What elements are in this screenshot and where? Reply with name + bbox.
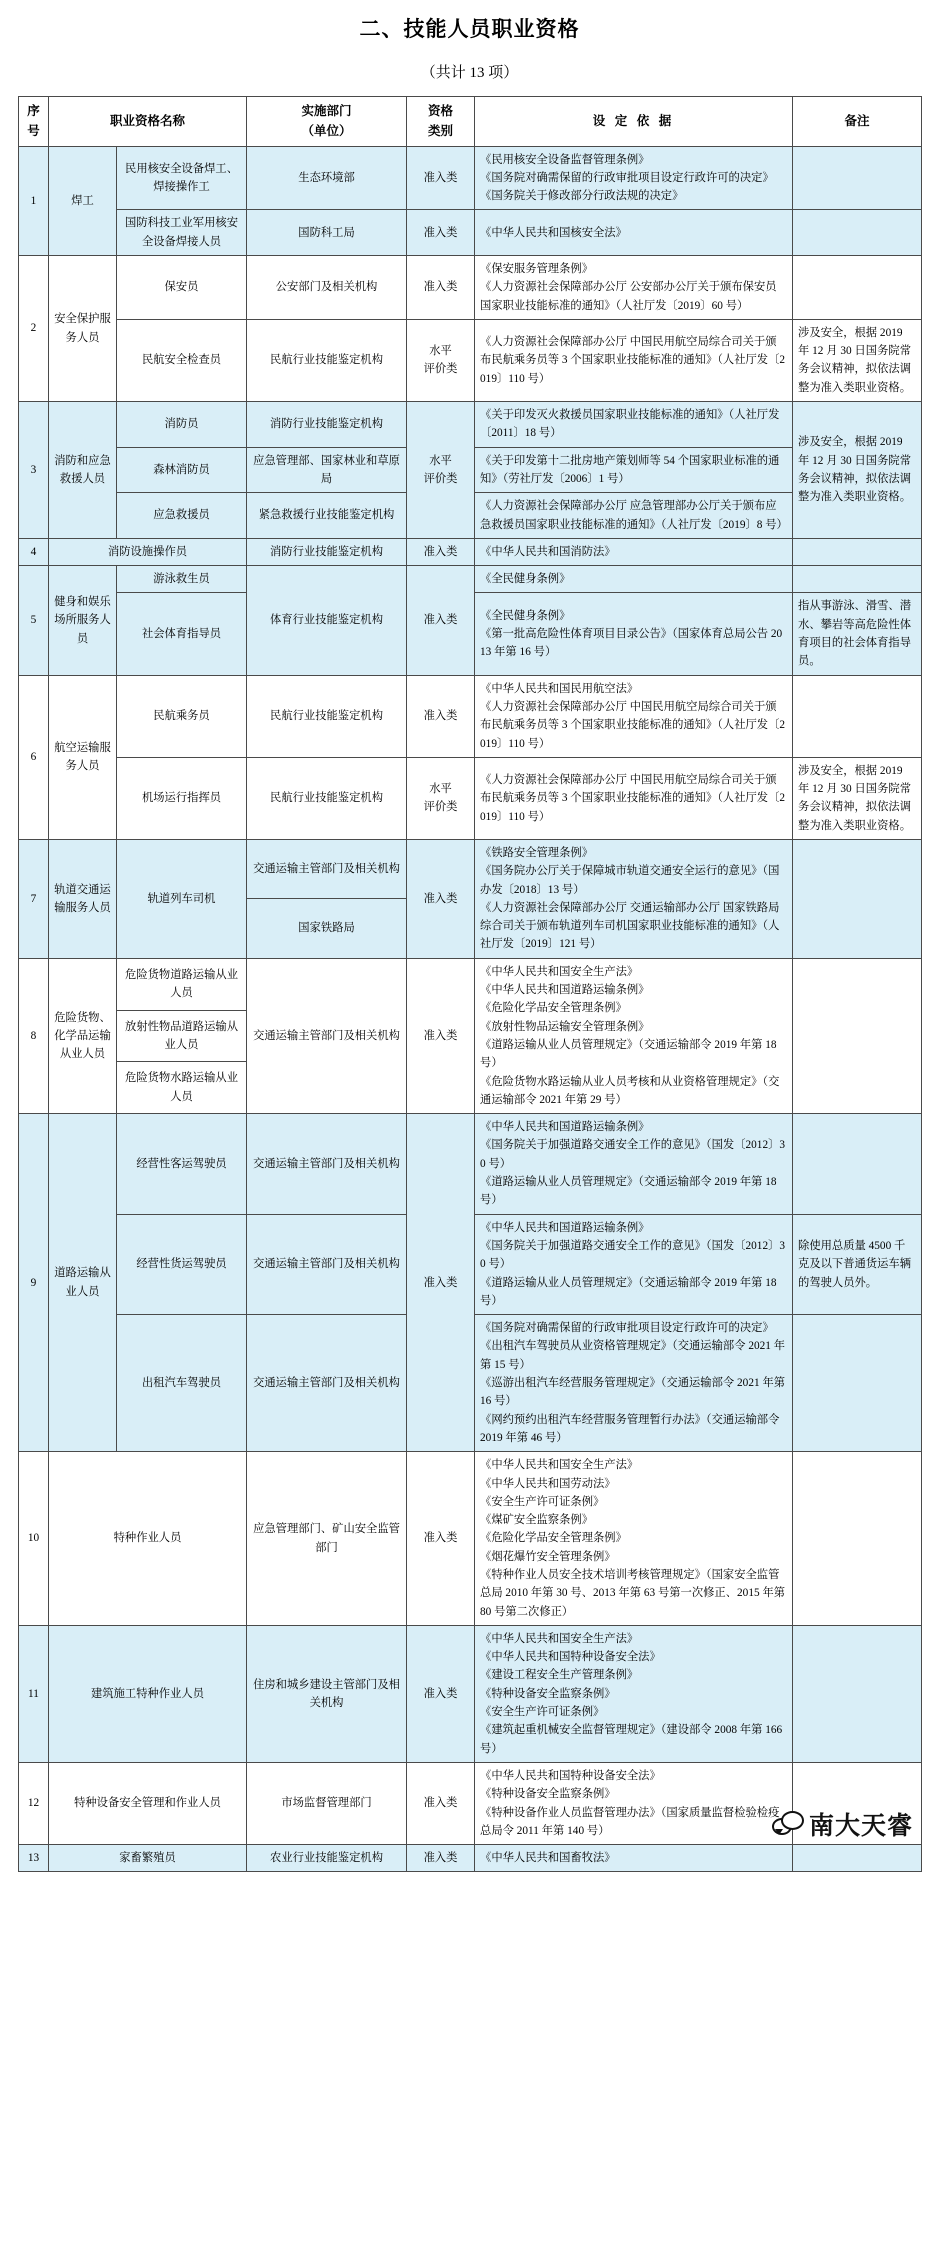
basis-line: 《特种设备安全监察条例》 (480, 1788, 616, 1801)
row-sequence: 2 (19, 255, 49, 401)
basis-line: 《国务院对确需保留的行政审批项目设定行政许可的决定》 (480, 171, 774, 184)
remarks (793, 675, 922, 757)
qualification-name: 应急救援员 (117, 493, 247, 539)
qualification-name: 轨道列车司机 (117, 840, 247, 959)
basis-line: 《中华人民共和国民用航空法》 (480, 682, 639, 695)
row-group-name: 消防和应急救援人员 (49, 402, 117, 539)
implementing-department: 应急管理部门、矿山安全监管部门 (247, 1452, 407, 1626)
table-row (19, 210, 922, 256)
table-row (19, 255, 922, 319)
basis-line: 《中华人民共和国安全生产法》 (480, 1632, 639, 1645)
header-note: 备注 (793, 97, 922, 147)
qualification-name: 危险货物道路运输从业人员 (117, 958, 247, 1010)
basis-line: 《放射性物品运输安全管理条例》 (480, 1020, 650, 1033)
remarks: 指从事游泳、滑雪、潜水、攀岩等高危险性体育项目的社会体育指导员。 (793, 593, 922, 675)
row-sequence: 8 (19, 958, 49, 1113)
remarks: 涉及安全，根据 2019 年 12 月 30 日国务院常务会议精神，拟依法调整为准入类职业资格。 (793, 319, 922, 401)
table-body (19, 146, 922, 1872)
page-title: 二、技能人员职业资格 (359, 18, 580, 41)
qualification-name: 消防员 (117, 402, 247, 448)
qualification-name: 出租汽车驾驶员 (117, 1315, 247, 1452)
table-row (19, 538, 922, 565)
basis-line: 《特种设备安全监察条例》 (480, 1687, 616, 1700)
implementing-department: 交通运输主管部门及相关机构 (247, 1214, 407, 1314)
basis-line: 《建筑起重机械安全监督管理规定》（建设部令 2008 年第 166 号） (480, 1724, 783, 1755)
header-seq-line1: 序 (27, 104, 40, 118)
row-sequence: 9 (19, 1114, 49, 1452)
implementing-department: 交通运输主管部门及相关机构 (247, 1315, 407, 1452)
remarks (793, 1114, 922, 1214)
basis-line: 《人力资源社会保障部办公厅 应急管理部办公厅关于颁布应急救援员国家职业技能标准的通知》（人社厅发〔2019〕8 号） (480, 500, 788, 531)
implementing-department: 市场监督管理部门 (247, 1762, 407, 1844)
header-dept (247, 97, 407, 147)
basis-line: 《出租汽车驾驶员从业资格管理规定》（交通运输部令 2021 年第 15 号） (480, 1340, 786, 1371)
header-type-line1: 资格 (428, 104, 454, 118)
basis-line: 《人力资源社会保障部办公厅 中国民用航空局综合司关于颁布民航乘务员等 3 个国家职业技能标准的通知》（人社厅发〔2019〕110 号） (480, 700, 786, 750)
legal-basis (475, 493, 793, 539)
qualification-type: 水平 评价类 (407, 757, 475, 839)
qualification-type: 准入类 (407, 1452, 475, 1626)
basis-line: 《中华人民共和国劳动法》 (480, 1477, 616, 1490)
basis-line: 《烟花爆竹安全管理条例》 (480, 1550, 616, 1563)
qualification-type: 准入类 (407, 1625, 475, 1762)
implementing-department: 农业行业技能鉴定机构 (247, 1845, 407, 1872)
legal-basis (475, 447, 793, 493)
basis-line: 《民用核安全设备监督管理条例》 (480, 153, 650, 166)
row-group-name: 轨道交通运输服务人员 (49, 840, 117, 959)
legal-basis (475, 1762, 793, 1844)
basis-line: 《人力资源社会保障部办公厅 公安部办公厅关于颁布保安员国家职业技能标准的通知》（人社厅发〔2019〕60 号） (480, 281, 777, 312)
basis-line: 《巡游出租汽车经营服务管理规定》（交通运输部令 2021 年第 16 号） (480, 1377, 786, 1408)
basis-line: 《关于印发第十二批房地产策划师等 54 个国家职业标准的通知》（劳社厅发〔2006〕1 号） (480, 454, 780, 485)
remarks (793, 958, 922, 1113)
legal-basis (475, 675, 793, 757)
qualification-name: 经营性货运驾驶员 (117, 1214, 247, 1314)
qualification-name: 民航安全检查员 (117, 319, 247, 401)
row-group-name: 危险货物、化学品运输从业人员 (49, 958, 117, 1113)
table-row (19, 319, 922, 401)
row-sequence: 12 (19, 1762, 49, 1844)
legal-basis (475, 538, 793, 565)
row-sequence: 7 (19, 840, 49, 959)
basis-line: 《中华人民共和国安全生产法》 (480, 1459, 639, 1472)
legal-basis (475, 319, 793, 401)
legal-basis (475, 1315, 793, 1452)
implementing-department: 国防科工局 (247, 210, 407, 256)
basis-line: 《全民健身条例》 (480, 573, 571, 586)
header-name: 职业资格名称 (49, 97, 247, 147)
remarks (793, 1625, 922, 1762)
implementing-department: 交通运输主管部门及相关机构 (247, 958, 407, 1113)
occupational-qualification-table (18, 96, 922, 1872)
legal-basis (475, 566, 793, 593)
watermark-label: 南大天睿 (808, 1812, 913, 1841)
qualification-name: 危险货物水路运输从业人员 (117, 1062, 247, 1114)
table-header-row (19, 97, 922, 147)
basis-line: 《道路运输从业人员管理规定》（交通运输部令 2019 年第 18 号） (480, 1176, 777, 1207)
remarks (793, 566, 922, 593)
remarks (793, 146, 922, 210)
table-row (19, 1845, 922, 1872)
remarks: 涉及安全，根据 2019 年 12 月 30 日国务院常务会议精神，拟依法调整为准入类职业资格。 (793, 757, 922, 839)
legal-basis (475, 146, 793, 210)
table-row (19, 566, 922, 593)
header-basis: 设 定 依 据 (475, 97, 793, 147)
table-row (19, 757, 922, 839)
qualification-name: 国防科技工业军用核安全设备焊接人员 (117, 210, 247, 256)
basis-line: 《中华人民共和国道路运输条例》 (480, 1121, 650, 1134)
legal-basis (475, 1625, 793, 1762)
basis-line: 《中华人民共和国特种设备安全法》 (480, 1651, 661, 1664)
implementing-department: 体育行业技能鉴定机构 (247, 566, 407, 675)
row-sequence: 6 (19, 675, 49, 839)
basis-line: 《网约预约出租汽车经营服务管理暂行办法》（交通运输部令 2019 年第 46 号） (480, 1413, 780, 1444)
header-seq-line2: 号 (27, 124, 40, 139)
qualification-name: 家畜繁殖员 (49, 1845, 247, 1872)
remarks: 涉及安全，根据 2019 年 12 月 30 日国务院常务会议精神，拟依法调整为准入类职业资格。 (793, 402, 922, 539)
row-sequence: 11 (19, 1625, 49, 1762)
basis-line: 《中华人民共和国道路运输条例》 (480, 984, 650, 997)
legal-basis (475, 210, 793, 256)
basis-line: 《中华人民共和国安全生产法》 (480, 965, 639, 978)
basis-line: 《危险化学品安全管理条例》 (480, 1002, 627, 1015)
qualification-type: 水平 评价类 (407, 402, 475, 539)
qualification-type: 准入类 (407, 958, 475, 1113)
qualification-type: 准入类 (407, 840, 475, 959)
basis-line: 《国务院关于修改部分行政法规的决定》 (480, 190, 684, 203)
implementing-department: 国家铁路局 (247, 899, 407, 958)
legal-basis (475, 1845, 793, 1872)
qualification-name: 放射性物品道路运输从业人员 (117, 1010, 247, 1062)
basis-line: 《安全生产许可证条例》 (480, 1706, 605, 1719)
remarks (793, 538, 922, 565)
qualification-name: 社会体育指导员 (117, 593, 247, 675)
qualification-name: 特种作业人员 (49, 1452, 247, 1626)
basis-line: 《特种作业人员安全技术培训考核管理规定》（国家安全监管总局 2010 年第 30 号、2013 年第 63 号第一次修正、2015 年第 80 号第二次修正） (480, 1568, 786, 1618)
header-type-line2: 类别 (428, 124, 454, 139)
basis-line: 《道路运输从业人员管理规定》（交通运输部令 2019 年第 18 号） (480, 1276, 777, 1307)
basis-line: 《特种设备作业人员监督管理办法》（国家质量监督检验检疫总局令 2011 年第 140 号） (480, 1806, 780, 1837)
table-row (19, 146, 922, 210)
row-sequence: 3 (19, 402, 49, 539)
implementing-department: 交通运输主管部门及相关机构 (247, 1114, 407, 1214)
implementing-department: 消防行业技能鉴定机构 (247, 402, 407, 448)
qualification-name: 建筑施工特种作业人员 (49, 1625, 247, 1762)
qualification-type: 准入类 (407, 255, 475, 319)
row-group-name: 焊工 (49, 146, 117, 255)
page-subtitle: （共计 13 项） (420, 65, 519, 81)
basis-line: 《第一批高危险性体育项目目录公告》（国家体育总局公告 2013 年第 16 号） (480, 627, 783, 659)
qualification-name: 经营性客运驾驶员 (117, 1114, 247, 1214)
qualification-name: 机场运行指挥员 (117, 757, 247, 839)
row-group-name: 安全保护服务人员 (49, 255, 117, 401)
table-row (19, 402, 922, 448)
basis-line: 《道路运输从业人员管理规定》（交通运输部令 2019 年第 18 号） (480, 1038, 777, 1070)
remarks (793, 1845, 922, 1872)
implementing-department: 民航行业技能鉴定机构 (247, 675, 407, 757)
basis-line: 《人力资源社会保障部办公厅 交通运输部办公厅 国家铁路局综合司关于颁布轨道列车司机国家职业技能标准的通知》（人社厅发〔2019〕121 号） (480, 901, 780, 951)
qualification-name: 森林消防员 (117, 447, 247, 493)
header-dept-line1: 实施部门 (301, 104, 352, 118)
basis-line: 《铁路安全管理条例》 (480, 847, 593, 859)
basis-line: 《国务院办公厅关于保障城市轨道交通安全运行的意见》（国办发〔2018〕13 号） (480, 865, 780, 896)
basis-line: 《中华人民共和国特种设备安全法》 (480, 1769, 661, 1782)
legal-basis (475, 255, 793, 319)
basis-line: 《中华人民共和国消防法》 (480, 545, 616, 558)
table-row (19, 840, 922, 899)
qualification-name: 特种设备安全管理和作业人员 (49, 1762, 247, 1844)
basis-line: 《关于印发灭火救援员国家职业技能标准的通知》（人社厅发〔2011〕18 号） (480, 409, 780, 440)
wechat-icon (772, 1811, 802, 1837)
table-row (19, 675, 922, 757)
remarks (793, 1315, 922, 1452)
table-row (19, 1452, 922, 1626)
legal-basis (475, 1214, 793, 1314)
basis-line: 《保安服务管理条例》 (480, 262, 593, 275)
basis-line: 《煤矿安全监察条例》 (480, 1514, 593, 1527)
implementing-department: 交通运输主管部门及相关机构 (247, 840, 407, 899)
row-group-name: 健身和娱乐场所服务人员 (49, 566, 117, 675)
qualification-type: 准入类 (407, 210, 475, 256)
remarks (793, 255, 922, 319)
remarks (793, 1452, 922, 1626)
legal-basis (475, 402, 793, 448)
row-group-name: 道路运输从业人员 (49, 1114, 117, 1452)
row-sequence: 13 (19, 1845, 49, 1872)
watermark (772, 1806, 913, 1842)
basis-line: 《国务院对确需保留的行政审批项目设定行政许可的决定》 (480, 1322, 774, 1335)
implementing-department: 公安部门及相关机构 (247, 255, 407, 319)
qualification-type: 水平 评价类 (407, 319, 475, 401)
legal-basis (475, 1452, 793, 1626)
row-sequence: 1 (19, 146, 49, 255)
qualification-type: 准入类 (407, 146, 475, 210)
legal-basis (475, 958, 793, 1113)
qualification-name: 游泳救生员 (117, 566, 247, 593)
qualification-type: 准入类 (407, 538, 475, 565)
header-dept-line2: （单位） (301, 124, 352, 139)
basis-line: 《安全生产许可证条例》 (480, 1495, 605, 1508)
qualification-type: 准入类 (407, 1114, 475, 1452)
row-group-name: 航空运输服务人员 (49, 675, 117, 839)
qualification-name: 民用核安全设备焊工、焊接操作工 (117, 146, 247, 210)
remarks: 除使用总质量 4500 千克及以下普通货运车辆的驾驶人员外。 (793, 1214, 922, 1314)
basis-line: 《建设工程安全生产管理条例》 (480, 1669, 639, 1682)
basis-line: 《中华人民共和国道路运输条例》 (480, 1221, 650, 1234)
basis-line: 《中华人民共和国畜牧法》 (480, 1852, 616, 1865)
legal-basis (475, 593, 793, 675)
implementing-department: 民航行业技能鉴定机构 (247, 757, 407, 839)
remarks (793, 210, 922, 256)
implementing-department: 紧急救援行业技能鉴定机构 (247, 493, 407, 539)
table-row (19, 1625, 922, 1762)
implementing-department: 民航行业技能鉴定机构 (247, 319, 407, 401)
legal-basis (475, 757, 793, 839)
qualification-name: 消防设施操作员 (49, 538, 247, 565)
qualification-type: 准入类 (407, 1762, 475, 1844)
table-row (19, 1114, 922, 1214)
remarks (793, 840, 922, 959)
basis-line: 《全民健身条例》 (480, 609, 571, 622)
basis-line: 《危险货物水路运输从业人员考核和从业资格管理规定》（交通运输部令 2021 年第 29 号） (480, 1075, 780, 1106)
row-sequence: 5 (19, 566, 49, 675)
header-type (407, 97, 475, 147)
implementing-department: 生态环境部 (247, 146, 407, 210)
implementing-department: 住房和城乡建设主管部门及相关机构 (247, 1625, 407, 1762)
qualification-name: 保安员 (117, 255, 247, 319)
basis-line: 《国务院关于加强道路交通安全工作的意见》（国发〔2012〕30 号） (480, 1239, 786, 1271)
legal-basis (475, 840, 793, 959)
qualification-type: 准入类 (407, 566, 475, 675)
qualification-name: 民航乘务员 (117, 675, 247, 757)
implementing-department: 消防行业技能鉴定机构 (247, 538, 407, 565)
basis-line: 《国务院关于加强道路交通安全工作的意见》（国发〔2012〕30 号） (480, 1139, 786, 1170)
qualification-type: 准入类 (407, 1845, 475, 1872)
header-seq (19, 97, 49, 147)
basis-line: 《人力资源社会保障部办公厅 中国民用航空局综合司关于颁布民航乘务员等 3 个国家职业技能标准的通知》（人社厅发〔2019〕110 号） (480, 773, 786, 823)
qualification-type: 准入类 (407, 675, 475, 757)
basis-line: 《危险化学品安全管理条例》 (480, 1532, 627, 1545)
table-header (19, 97, 922, 147)
table-row (19, 958, 922, 1010)
legal-basis (475, 1114, 793, 1214)
row-sequence: 4 (19, 538, 49, 565)
implementing-department: 应急管理部、国家林业和草原局 (247, 447, 407, 493)
basis-line: 《中华人民共和国核安全法》 (480, 226, 627, 239)
basis-line: 《人力资源社会保障部办公厅 中国民用航空局综合司关于颁布民航乘务员等 3 个国家职业技能标准的通知》（人社厅发〔2019〕110 号） (480, 336, 786, 385)
row-sequence: 10 (19, 1452, 49, 1626)
